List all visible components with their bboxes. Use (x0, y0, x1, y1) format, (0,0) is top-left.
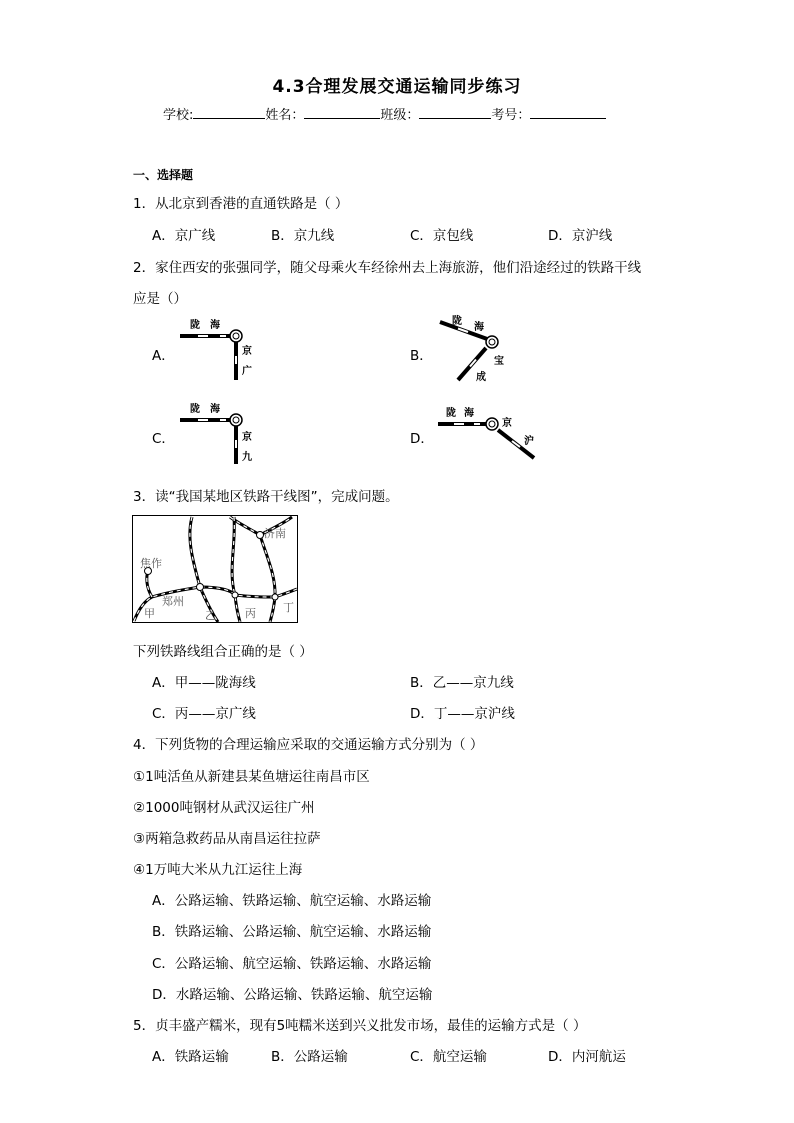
q3-option-d[interactable]: D．丁——京沪线 (410, 706, 515, 722)
map-label-bing: 丙 (245, 607, 256, 620)
label-hai: 海 (210, 404, 220, 415)
q4-item-1: ①1吨活鱼从新建县某鱼塘运往南昌市区 (133, 769, 370, 785)
q2-stem-line2: 应是（） (133, 291, 187, 307)
railway-map (132, 515, 298, 623)
student-info-line (163, 104, 606, 123)
q4-stem: 4．下列货物的合理运输应采取的交通运输方式分别为（ ） (133, 737, 484, 753)
q3-substem: 下列铁路线组合正确的是（ ） (133, 644, 313, 660)
q1-option-a[interactable]: A．京广线 (152, 228, 216, 244)
q4-option-a[interactable]: A．公路运输、铁路运输、航空运输、水路运输 (152, 893, 432, 909)
railway-jingguang-line (234, 342, 238, 380)
label-long: 陇 (190, 320, 200, 331)
q2-option-c[interactable]: C． (152, 431, 175, 447)
exam-no-label: 考号： (491, 108, 531, 123)
q5-option-b[interactable]: B．公路运输 (271, 1049, 348, 1065)
map-label-yi: 乙 (205, 609, 216, 622)
station-zhengzhou (197, 584, 204, 591)
label-hu: 沪 (524, 436, 534, 447)
section-heading: 一、选择题 (133, 168, 194, 182)
map-label-ding: 丁 (283, 601, 294, 614)
station-junction-2 (232, 592, 238, 598)
label-long: 陇 (452, 316, 462, 327)
q2-diagram-d (434, 402, 544, 466)
q4-item-2: ②1000吨钢材从武汉运往广州 (133, 800, 315, 816)
name-blank[interactable] (304, 106, 380, 119)
label-jing: 京 (242, 346, 252, 357)
railway-longhai-line (180, 418, 234, 422)
class-label: 班级： (380, 108, 420, 123)
q3-stem: 3．读“我国某地区铁路干线图”，完成问题。 (133, 489, 399, 505)
q2-diagram-a (176, 316, 266, 384)
name-label: 姓名： (265, 108, 305, 123)
station-jinan (257, 532, 264, 539)
railway-longhai-line (180, 334, 234, 338)
map-label-jia: 甲 (144, 607, 155, 620)
q2-option-b[interactable]: B． (410, 348, 433, 364)
q4-option-d[interactable]: D．水路运输、公路运输、铁路运输、航空运输 (152, 987, 433, 1003)
q3-option-b[interactable]: B．乙——京九线 (410, 675, 514, 691)
q4-option-c[interactable]: C．公路运输、航空运输、铁路运输、水路运输 (152, 956, 432, 972)
station-junction-3 (272, 594, 278, 600)
q5-option-d[interactable]: D．内河航运 (548, 1049, 626, 1065)
q4-item-4: ④1万吨大米从九江运往上海 (133, 862, 303, 878)
q3-option-c[interactable]: C．丙——京广线 (152, 706, 256, 722)
railway-longhai-line (438, 422, 488, 426)
q3-option-a[interactable]: A．甲——陇海线 (152, 675, 256, 691)
label-bao: 宝 (494, 356, 504, 367)
label-hai: 海 (464, 408, 474, 419)
label-hai: 海 (210, 320, 220, 331)
q4-option-b[interactable]: B．铁路运输、公路运输、航空运输、水路运输 (152, 924, 432, 940)
label-jing: 京 (242, 432, 252, 443)
q1-option-d[interactable]: D．京沪线 (548, 228, 613, 244)
railway-jingjiu-line (234, 426, 238, 464)
q2-stem-line1: 2．家住西安的张强同学，随父母乘火车经徐州去上海旅游，他们沿途经过的铁路干线 (133, 260, 642, 276)
map-label-jinan: 济南 (264, 527, 286, 540)
exam-no-blank[interactable] (530, 106, 606, 119)
map-label-jiaozuo: 焦作 (140, 557, 162, 570)
q5-option-a[interactable]: A．铁路运输 (152, 1049, 229, 1065)
label-guang: 广 (242, 366, 252, 377)
q4-item-3: ③两箱急救药品从南昌运往拉萨 (133, 831, 321, 847)
q2-option-d[interactable]: D． (410, 431, 434, 447)
q2-diagram-c (176, 398, 266, 466)
map-label-zhengzhou: 郑州 (162, 595, 184, 608)
label-jing: 京 (502, 418, 512, 429)
school-blank[interactable] (193, 106, 265, 119)
label-long: 陇 (190, 404, 200, 415)
q1-option-c[interactable]: C．京包线 (410, 228, 474, 244)
label-jiu: 九 (242, 452, 252, 463)
class-blank[interactable] (419, 106, 491, 119)
school-label: 学校: (163, 108, 194, 123)
q5-option-c[interactable]: C．航空运输 (410, 1049, 487, 1065)
q2-diagram-b (434, 310, 534, 388)
label-hai: 海 (474, 322, 484, 333)
label-cheng: 成 (476, 372, 486, 383)
q2-option-a[interactable]: A． (152, 348, 175, 364)
page-title: 4.3合理发展交通运输同步练习 (272, 77, 522, 97)
q1-stem: 1．从北京到香港的直通铁路是（ ） (133, 196, 349, 212)
q5-stem: 5．贞丰盛产糯米，现有5吨糯米送到兴义批发市场，最佳的运输方式是（ ） (133, 1018, 587, 1034)
q1-option-b[interactable]: B．京九线 (271, 228, 335, 244)
label-long: 陇 (446, 408, 456, 419)
